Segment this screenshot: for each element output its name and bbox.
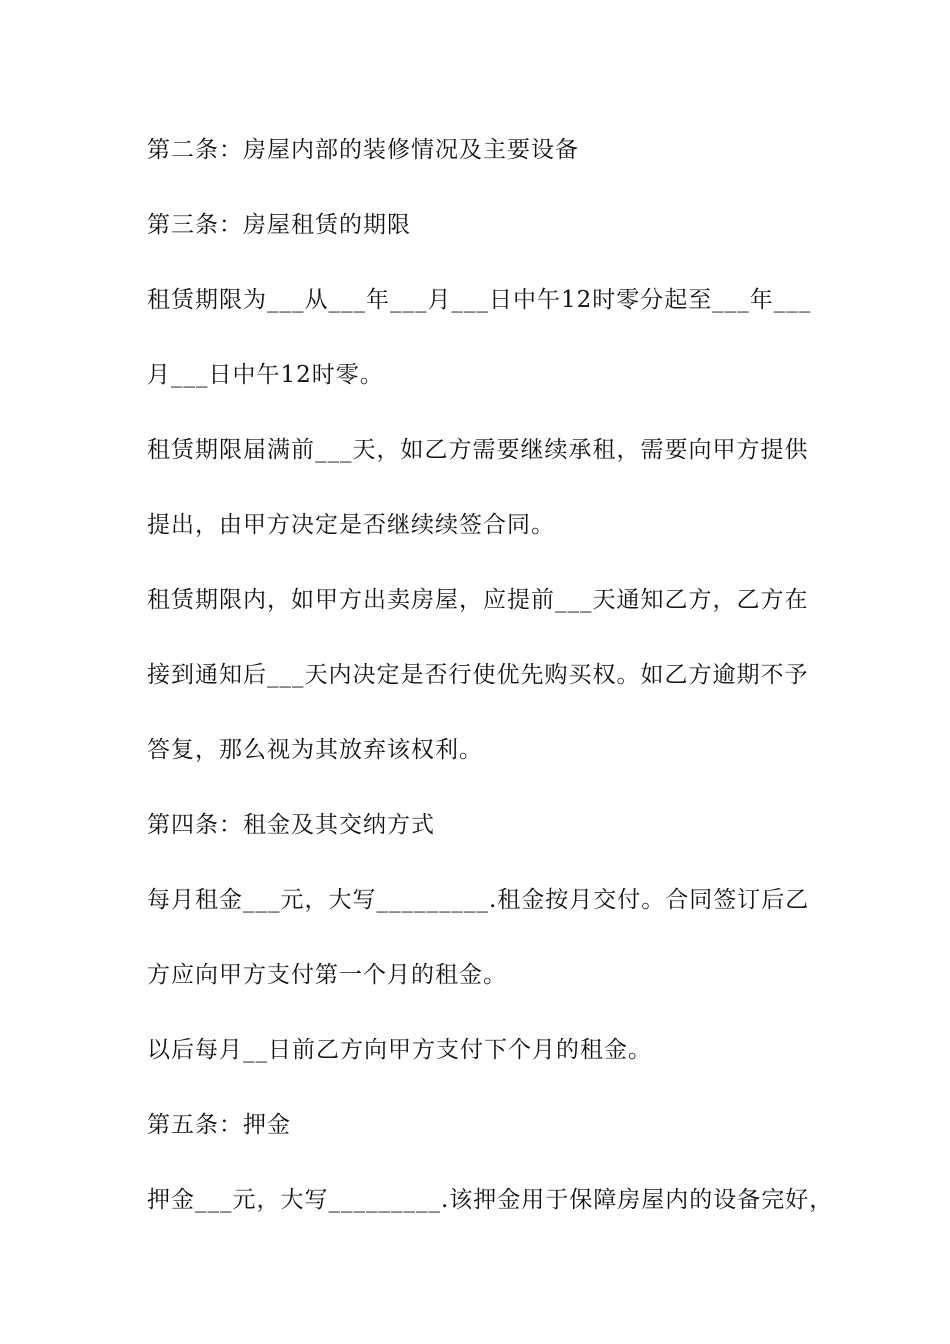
paragraph-line: 每月租金___元，大写_________.租金按月交付。合同签订后乙 [147, 887, 810, 913]
paragraph-line: 提出，由甲方决定是否继续续签合同。 [147, 512, 555, 538]
paragraph-line: 租赁期限为___从___年___月___日中午12时零分起至___年___ [147, 287, 812, 313]
clause-4-heading: 第四条：租金及其交纳方式 [147, 812, 435, 838]
clause-5-heading: 第五条：押金 [147, 1112, 291, 1138]
paragraph-line: 以后每月__日前乙方向甲方支付下个月的租金。 [147, 1037, 652, 1063]
paragraph-line: 接到通知后___天内决定是否行使优先购买权。如乙方逾期不予 [147, 662, 809, 688]
paragraph-line: 方应向甲方支付第一个月的租金。 [147, 962, 507, 988]
paragraph-line: 月___日中午12时零。 [147, 362, 384, 388]
clause-3-heading: 第三条：房屋租赁的期限 [147, 212, 411, 238]
paragraph-line: 租赁期限内，如甲方出卖房屋，应提前___天通知乙方，乙方在 [147, 587, 809, 613]
paragraph-line: 租赁期限届满前___天，如乙方需要继续承租，需要向甲方提供 [147, 437, 809, 463]
paragraph-line: 押金___元，大写_________.该押金用于保障房屋内的设备完好， [147, 1187, 834, 1213]
clause-2-heading: 第二条：房屋内部的装修情况及主要设备 [147, 137, 579, 163]
paragraph-line: 答复，那么视为其放弃该权利。 [147, 737, 483, 763]
